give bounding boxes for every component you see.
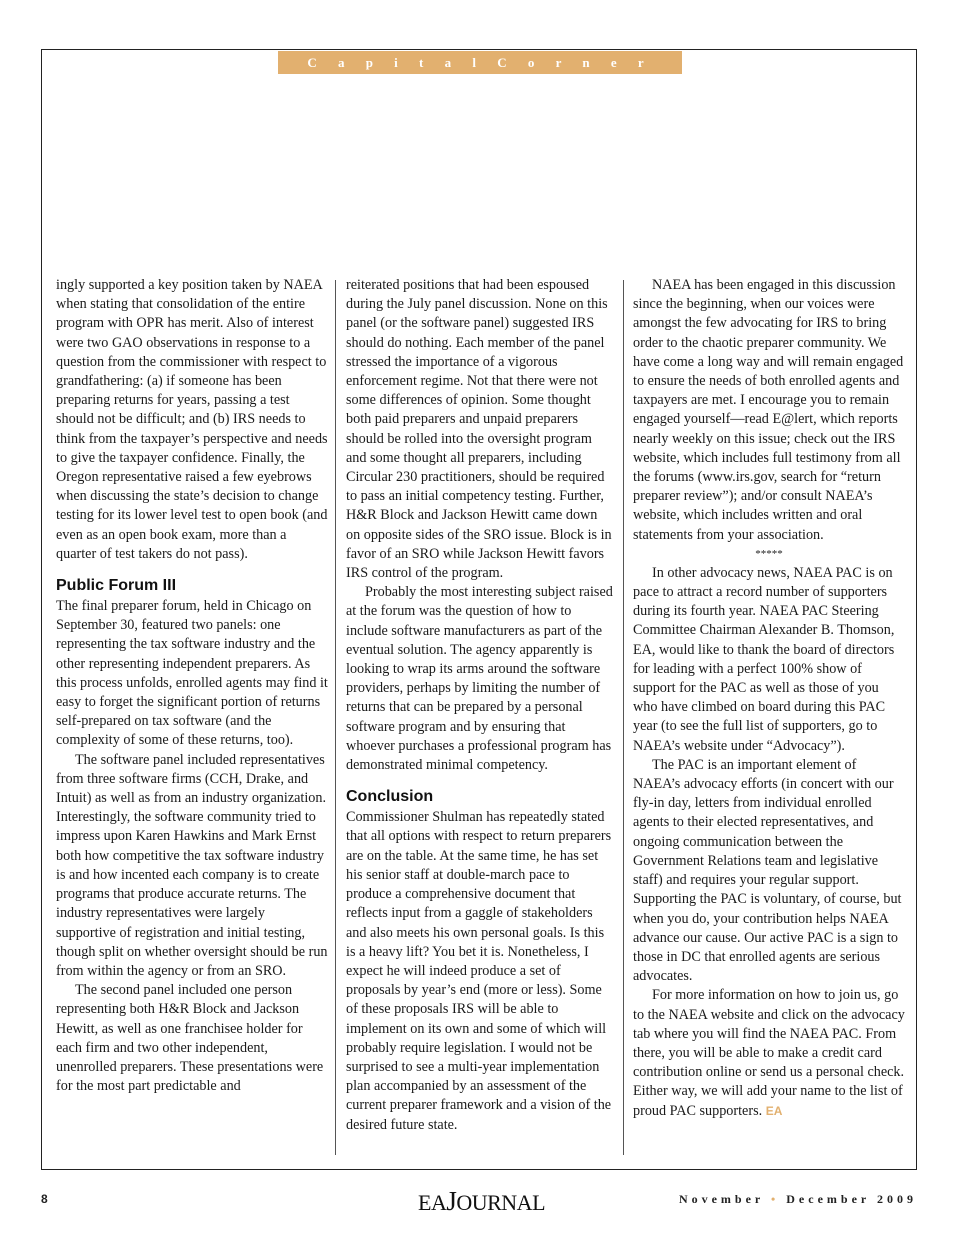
column-2 <box>346 276 614 1160</box>
col3-paragraph-4 <box>633 986 905 1120</box>
col1-paragraph-1: ingly supported a key position taken by NAEA when stating that consolidation of the entire program with OPR has merit. Also of interest were two GAO observations in response to a question from the commissioner with respect to grandfathering: (a) if someone has been preparing returns for years, passing a test should not be difficult; and (b) IRS needs to think from the taxpayer’s perspective and needs to give the taxpayer confidence. Finally, the Oregon representative raised a few eyebrows when discussing the state’s decision to change testing for its lower level test to open book (and even as an open book exam, more than a quarter of test takers do not pass). <box>56 277 328 562</box>
column-1 <box>56 276 328 1160</box>
date-separator-dot: • <box>771 1192 780 1206</box>
page-footer <box>0 1186 960 1216</box>
issue-date <box>679 1192 917 1207</box>
col3-paragraph-4-text: For more information on how to join us, go to the NAEA website and click on the advocacy tab where you will find the NAEA PAC. From there, you will be able to make a credit card contribution online or send us a personal check. Either way, we will add your name to the list of proud PAC supporters. <box>633 987 905 1119</box>
column-3 <box>633 276 905 1160</box>
logo-j: J <box>446 1186 457 1216</box>
col1-paragraph-4: The second panel included one person representing both H&R Block and Jackson Hewitt, as well as one franchisee holder for each firm and two other independent, unenrolled preparers. These presentations were for the most part predictable and <box>56 982 324 1095</box>
logo-suffix: OURNAL <box>456 1190 546 1215</box>
section-banner: C a p i t a l C o r n e r <box>278 51 682 74</box>
col1-paragraph-2: The final preparer forum, held in Chicago on September 30, featured two panels: one representing the tax software industry and the other representing independent preparers. As this process unfolds, enrolled agents may find it easy to forget the significant portion of returns self-prepared on tax software (and the complexity of some of these returns, too). <box>56 598 328 749</box>
col2-paragraph-3: Commissioner Shulman has repeatedly stated that all options with respect to return preparers are on the table. At the same time, he has set his senior staff at double-march pace to produce a comprehensive document that reflects input from a gaggle of stakeholders and also meets his own personal goals. Is this is a heavy lift? You bet it is. Nonetheless, I expect he will indeed produce a set of proposals by year’s end (more or less). Some of these proposals IRS will be able to implement on its own and some of which will probably require legislation. I would not be surprised to see a multi-year implementation plan accompanied by an assessment of the current preparer framework and a vision of the desired future state. <box>346 809 612 1133</box>
issue-month1: November <box>678 1192 765 1206</box>
ea-journal-logo <box>418 1186 545 1217</box>
col2-paragraph-2: Probably the most interesting subject raised at the forum was the question of how to include software manufacturers as part of the eventual solution. The agency apparently is looking to wrap its arms around the software providers, perhaps by limiting the number of returns that can be prepared by a personal software program and by ensuring that whoever purchases a professional program has demonstrated minimal competency. <box>346 584 613 774</box>
section-separator: ***** <box>755 547 783 560</box>
column-divider-2 <box>623 280 624 1155</box>
issue-month2: December 2009 <box>786 1192 917 1206</box>
col3-paragraph-1: NAEA has been engaged in this discussion since the beginning, when our voices were amongst the few advocating for IRS to bring order to the chaotic preparer community. We have come a long way and will remain engaged to ensure the needs of both enrolled agents and taxpayers are met. I encourage you to remain engaged yourself—read E@lert, which reports nearly weekly on this issue; check out the IRS website, which includes full testimony from all the forums (www.irs.gov, search for “return preparer review”); and/or consult NAEA’s website, which includes written and oral statements from your association. <box>633 277 904 543</box>
logo-prefix: EA <box>418 1190 447 1215</box>
col2-paragraph-1: reiterated positions that had been espoused during the July panel discussion. None on this panel (or the software panel) suggested IRS should do nothing. Each member of the panel stressed the importance of a vigorous enforcement regime. Not that there were not some differences of opinion. Some thought both paid preparers and unpaid preparers should be rolled into the oversight program and some thought all preparers, including Circular 230 practitioners, should be required to pass an initial competency testing. Further, H&R Block and Jackson Hewitt came down on opposite sides of the SRO issue. Block is in favor of an SRO while Jackson Hewitt favors IRS control of the program. <box>346 277 612 582</box>
col1-paragraph-3: The software panel included representatives from three software firms (CCH, Drake, and Intuit) as well as from an industry organization. Interestingly, the software community tried to impress upon Karen Hawkins and Mark Ernst both how competitive the tax software industry is and how incented each company is to create programs that produce accurate returns. The industry representatives were largely supportive of registration and initial testing, though split on whether oversight should be run from within the agency or from an SRO. <box>56 751 328 979</box>
col3-paragraph-2: In other advocacy news, NAEA PAC is on pace to attract a record number of supporters during its fourth year. NAEA PAC Steering Committee Chairman Alexander B. Thomson, EA, would like to thank the board of directors for leading with a perfect 100% show of support for the PAC as well as those of you who have climbed on board during this PAC year (to see the full list of supporters, go to NAEA’s website under “Advocacy”). <box>633 564 895 754</box>
page-number: 8 <box>41 1192 48 1206</box>
column-divider-1 <box>335 280 336 1155</box>
col3-paragraph-3: The PAC is an important element of NAEA’s advocacy efforts (in concert with our fly-in day, letters from individual enrolled agents to their elected representatives, and ongoing communication between the Government Relations team and legislative staff) and requires your regular support. Supporting the PAC is voluntary, of course, but when you do, your contribution helps NAEA advance our cause. Our active PAC is a sign to those in DC that enrolled agents are serious advocates. <box>633 756 902 985</box>
end-mark: EA <box>765 1103 783 1118</box>
heading-public-forum-iii: Public Forum III <box>56 577 177 595</box>
heading-conclusion: Conclusion <box>346 788 434 806</box>
